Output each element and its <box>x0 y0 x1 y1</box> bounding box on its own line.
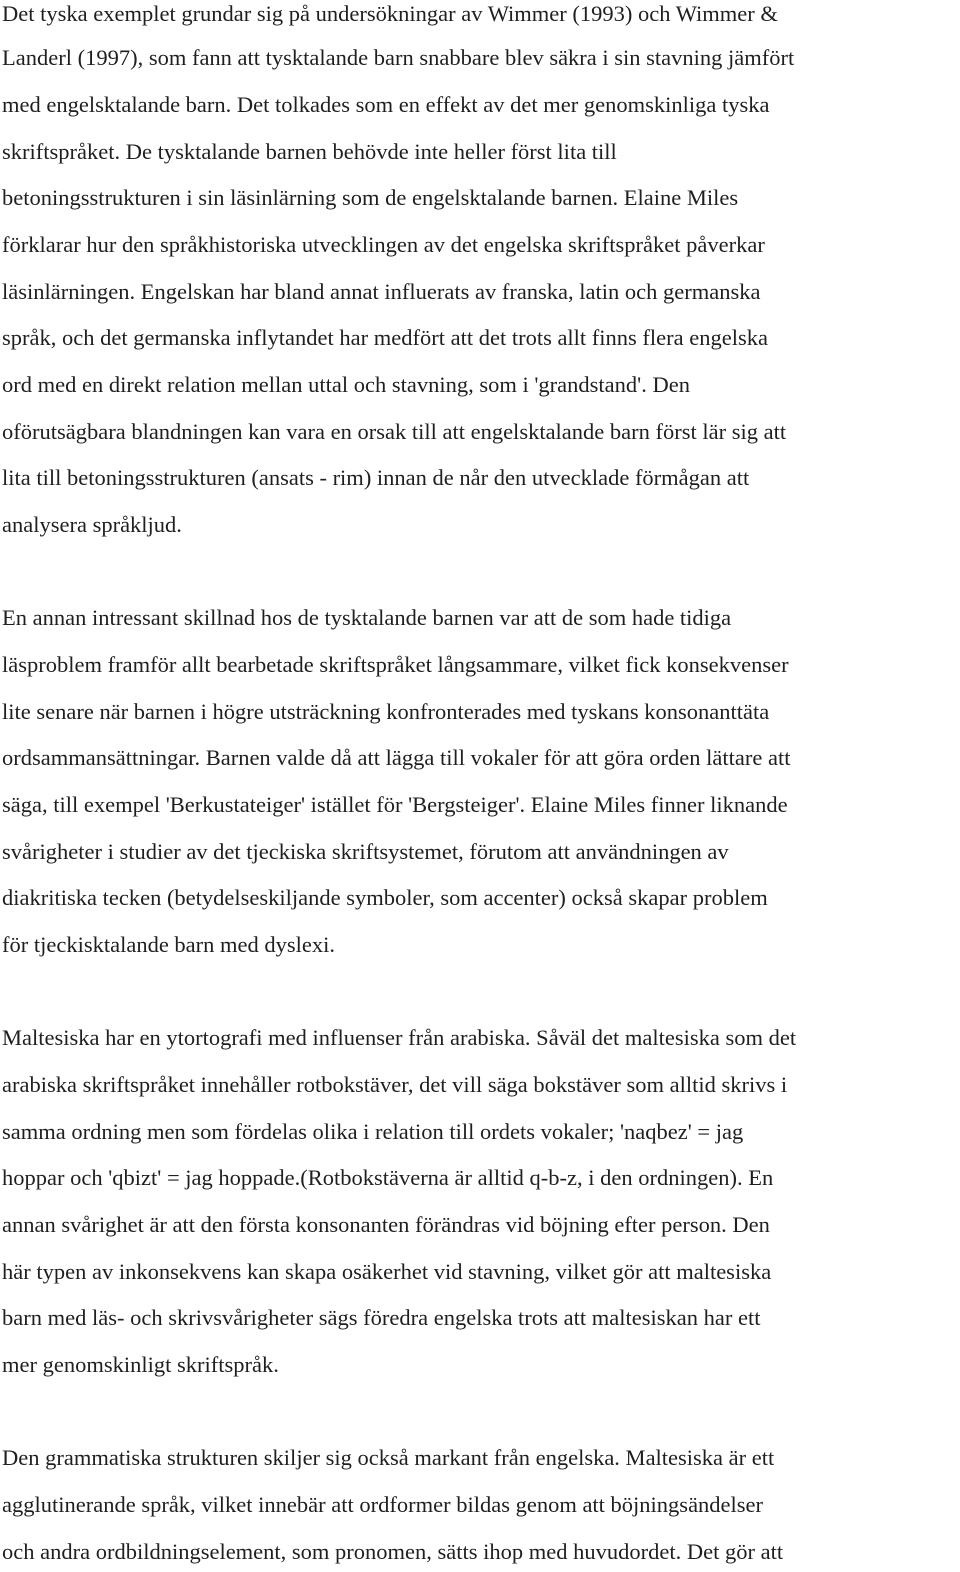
text-line: Den grammatiska strukturen skiljer sig också markant från engelska. Maltesiska är ett <box>2 1445 775 1470</box>
text-line: betoningsstrukturen i sin läsinlärning som de engelsktalande barnen. Elaine Miles <box>2 185 739 210</box>
text-line: för tjeckisktalande barn med dyslexi. <box>2 932 336 957</box>
text-line: förklarar hur den språkhistoriska utvecklingen av det engelska skriftspråket påverkar <box>2 232 765 257</box>
text-line: diakritiska tecken (betydelseskiljande symboler, som accenter) också skapar problem <box>2 885 768 910</box>
text-line: Det tyska exemplet grundar sig på undersökningar av Wimmer (1993) och Wimmer & <box>2 1 778 26</box>
text-line: samma ordning men som fördelas olika i relation till ordets vokaler; 'naqbez' = jag <box>2 1119 744 1144</box>
text-line: analysera språkljud. <box>2 512 182 537</box>
text-line: annan svårighet är att den första konsonanten förändras vid böjning efter person. Den <box>2 1212 770 1237</box>
text-line: mer genomskinligt skriftspråk. <box>2 1352 279 1377</box>
text-line: svårigheter i studier av det tjeckiska skriftsystemet, förutom att användningen av <box>2 839 729 864</box>
text-line: barn med läs- och skrivsvårigheter sägs föredra engelska trots att maltesiskan har ett <box>2 1305 761 1330</box>
text-line: oförutsägbara blandningen kan vara en orsak till att engelsktalande barn först lär sig att <box>2 419 787 444</box>
text-line: språk, och det germanska inflytandet har medfört att det trots allt finns flera engelska <box>2 325 768 350</box>
text-line: och andra ordbildningselement, som pronomen, sätts ihop med huvudordet. Det gör att <box>2 1539 784 1564</box>
text-line: Landerl (1997), som fann att tysktalande barn snabbare blev säkra i sin stavning jämfört <box>2 45 795 70</box>
text-line: här typen av inkonsekvens kan skapa osäkerhet vid stavning, vilket gör att maltesiska <box>2 1259 772 1284</box>
text-line: läsinlärningen. Engelskan har bland annat influerats av franska, latin och germanska <box>2 279 761 304</box>
text-line: säga, till exempel 'Berkustateiger' istället för 'Bergsteiger'. Elaine Miles finner liknande <box>2 792 788 817</box>
text-line: lita till betoningsstrukturen (ansats - rim) innan de når den utvecklade förmågan att <box>2 465 750 490</box>
text-line: agglutinerande språk, vilket innebär att ordformer bildas genom att böjningsändelser <box>2 1492 764 1517</box>
text-line: hoppar och 'qbizt' = jag hoppade.(Rotbokstäverna är alltid q-b-z, i den ordningen). En <box>2 1165 774 1190</box>
text-line: ordsammansättningar. Barnen valde då att lägga till vokaler för att göra orden lättare att <box>2 745 791 770</box>
text-line: En annan intressant skillnad hos de tysktalande barnen var att de som hade tidiga <box>2 605 732 630</box>
text-line: lite senare när barnen i högre utsträckning konfronterades med tyskans konsonanttäta <box>2 699 770 724</box>
text-line: läsproblem framför allt bearbetade skriftspråket långsammare, vilket fick konsekvenser <box>2 652 789 677</box>
text-line: Maltesiska har en ytortografi med influenser från arabiska. Såväl det maltesiska som det <box>2 1025 797 1050</box>
text-line: med engelsktalande barn. Det tolkades som en effekt av det mer genomskinliga tyska <box>2 92 770 117</box>
text-line: ord med en direkt relation mellan uttal och stavning, som i 'grandstand'. Den <box>2 372 690 397</box>
text-line: skriftspråket. De tysktalande barnen behövde inte heller först lita till <box>2 139 617 164</box>
text-line: arabiska skriftspråket innehåller rotbokstäver, det vill säga bokstäver som alltid skrivs i <box>2 1072 788 1097</box>
